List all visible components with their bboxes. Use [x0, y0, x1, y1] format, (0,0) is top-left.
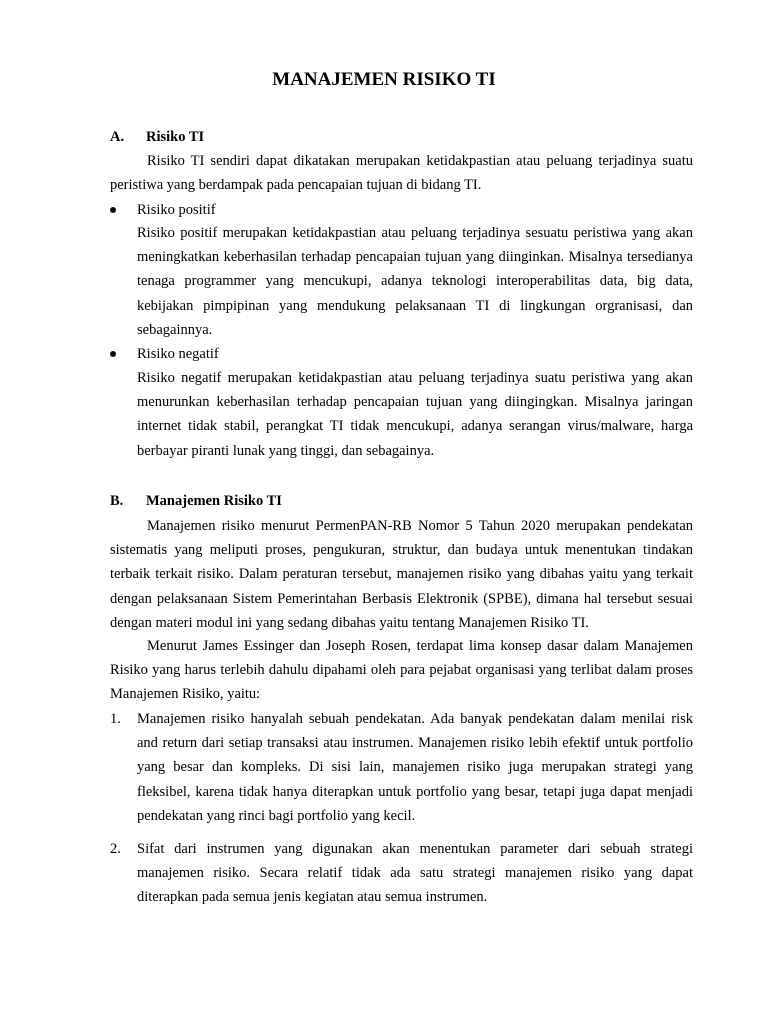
section-a-intro: Risiko TI sendiri dapat dikatakan merupakan ketidakpastian atau peluang terjadinya suatu peristiwa yang berdampak pada pencapaian tujuan di bidang TI. — [110, 153, 693, 194]
bullet-text-positive: Risiko positif merupakan ketidakpastian atau peluang terjadinya sesuatu peristiwa yang akan meningkatkan keberhasilan terhadap pencapaian tujuan yang diinginkan. Misalnya tersedianya tenaga programmer yang mencukupi, adanya teknologi interoperabilitas data, big data, kebijakan pimpipinan yang mendukung pelaksanaan TI di lingkungan orgranisasi, dan sebagainnya. — [137, 225, 693, 338]
bullet-icon — [110, 207, 116, 213]
bullet-icon — [110, 351, 116, 357]
document-title: MANAJEMEN RISIKO TI — [272, 69, 496, 90]
section-b-marker: B. — [110, 493, 124, 509]
section-a-heading — [110, 128, 204, 146]
bullet-text-negative: Risiko negatif merupakan ketidakpastian atau peluang terjadinya suatu peristiwa yang akan menurunkan keberhasilan terhadap pencapaian tujuan yang diingingkan. Misalnya jaringan internet tidak stabil, perangkat TI tidak mencukupi, adanya serangan virus/malware, harga berbayar piranti lunak yang tinggi, dan sebagainya. — [137, 370, 693, 459]
section-b-paragraph-1: Manajemen risiko menurut PermenPAN-RB Nomor 5 Tahun 2020 merupakan pendekatan sistematis yang meliputi proses, pengukuran, struktur, dan budaya untuk menentukan tindakan terbaik terkait risiko. Dalam peraturan tersebut, manajemen risiko yang dibahas yaitu yang terkait dengan pelaksanaan Sistem Pemerintahan Berbasis Elektronik (SPBE), dimana hal tersebut sesuai dengan materi modul ini yang sedang dibahas yaitu tentang Manajemen Risiko TI. — [110, 518, 693, 631]
bullet-label-negative: Risiko negatif — [137, 346, 219, 362]
list-item-1-marker: 1. — [110, 711, 121, 727]
section-a-title: Risiko TI — [146, 129, 205, 145]
section-b-paragraph-2: Menurut James Essinger dan Joseph Rosen, terdapat lima konsep dasar dalam Manajemen Risiko yang harus terlebih dahulu dipahami oleh para pejabat organisasi yang terlibat dalam proses Manajemen Risiko, yaitu: — [110, 638, 693, 703]
list-item-1-text: Manajemen risiko hanyalah sebuah pendekatan. Ada banyak pendekatan dalam menilai risk and return dari setiap transaksi atau instrumen. Manajemen risiko lebih efektif untuk portfolio yang besar dan kompleks. Di sisi lain, manajemen risiko juga merupakan strategi yang fleksibel, karena tidak hanya diterapkan untuk portfolio yang besar, tetapi juga dapat menjadi pendekatan yang rinci bagi portfolio yang kecil. — [137, 711, 693, 824]
bullet-label-positive: Risiko positif — [137, 202, 216, 218]
section-b-title: Manajemen Risiko TI — [146, 493, 282, 509]
section-b-heading — [110, 492, 282, 510]
list-item-2-text: Sifat dari instrumen yang digunakan akan menentukan parameter dari sebuah strategi manajemen risiko. Secara relatif tidak ada satu strategi manajemen risiko yang dapat diterapkan pada semua jenis kegiatan atau semua instrumen. — [137, 841, 693, 906]
list-item-2-marker: 2. — [110, 841, 121, 857]
section-a-marker: A. — [110, 129, 125, 145]
